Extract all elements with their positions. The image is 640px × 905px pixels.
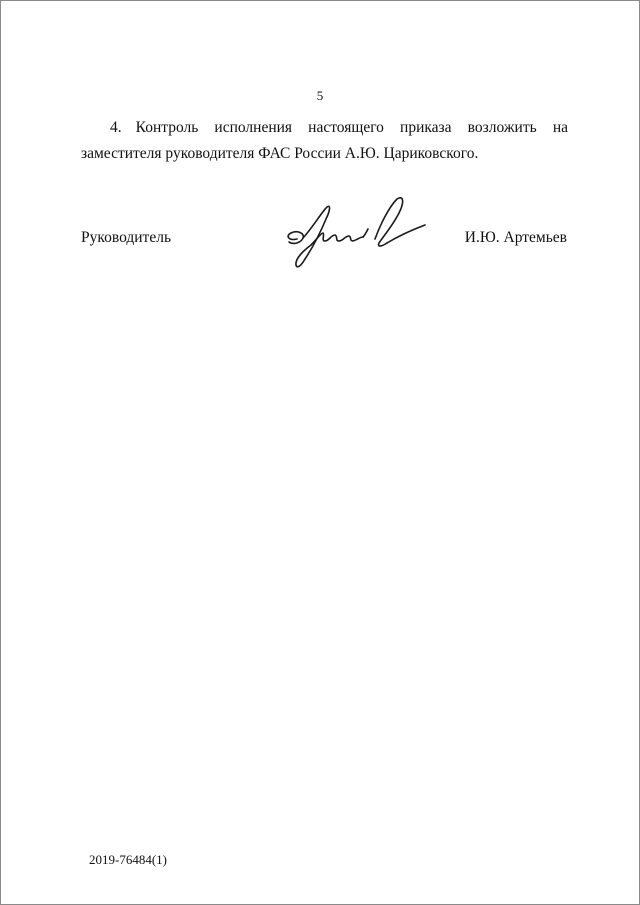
document-number: 2019-76484(1) (89, 852, 167, 867)
signer-name: И.Ю. Артемьев (464, 229, 567, 246)
handwritten-signature (283, 191, 428, 273)
paragraph-4 (81, 115, 568, 167)
signer-title: Руководитель (81, 229, 172, 246)
paragraph-text: Контроль исполнения настоящего приказа возложить на заместителя руководителя ФАС России А.Ю. Цариковского. (81, 119, 568, 162)
page-number: 5 (316, 88, 324, 103)
paragraph-number: 4. (110, 119, 122, 136)
